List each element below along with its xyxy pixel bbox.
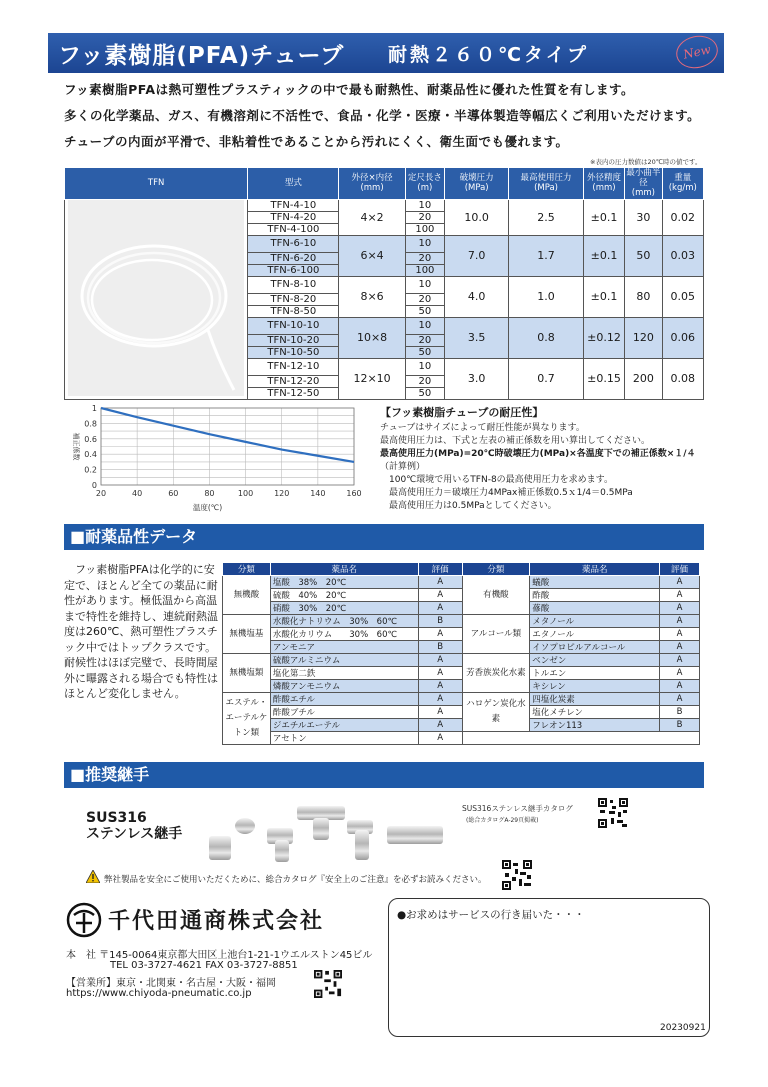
- catalog-title: SUS316ステンレス継手カタログ: [462, 804, 573, 813]
- spec-burst-pressure: 4.0: [445, 276, 509, 317]
- chem-rating: B: [418, 615, 462, 628]
- intro-line-3: チューブの内面が平滑で、非粘着性であることから汚れにくく、衛生面でも優れます。: [64, 134, 569, 149]
- date-code: 20230921: [660, 1023, 706, 1033]
- tube-coil-image: [68, 200, 244, 396]
- spec-tolerance: ±0.1: [583, 235, 624, 276]
- chart-series-line: [101, 408, 354, 462]
- spec-row: [65, 199, 704, 211]
- spec-header: 外径精度 (mm): [583, 168, 624, 200]
- chem-name: イソプロピルアルコール: [530, 641, 660, 654]
- spec-tolerance: ±0.1: [583, 199, 624, 235]
- chem-rating: A: [418, 628, 462, 641]
- chem-rating: A: [660, 589, 700, 602]
- company-offices: 【営業所】東京・北関東・名古屋・大阪・福岡: [66, 978, 276, 989]
- company-logo-icon: [66, 902, 102, 938]
- chem-category: 有機酸: [462, 576, 530, 615]
- chem-name: アンモニア: [270, 641, 418, 654]
- spec-header: 定尺長さ (m): [405, 168, 444, 200]
- chart-x-tick-label: 160: [346, 489, 362, 498]
- spec-header: 外径×内径 (mm): [339, 168, 405, 200]
- spec-length: 20: [405, 375, 444, 387]
- chem-rating: A: [660, 615, 700, 628]
- spec-model: TFN-4-100: [248, 223, 339, 235]
- chart-x-tick-label: 120: [274, 489, 290, 498]
- correction-factor-chart: [64, 400, 364, 515]
- chem-name: アセトン: [270, 732, 418, 745]
- chart-x-tick-label: 80: [204, 489, 215, 498]
- company-name: 千代田通商株式会社: [108, 909, 325, 934]
- title-bar: [48, 33, 724, 73]
- spec-length: 10: [405, 358, 444, 375]
- resistance-formula: 最高使用圧力(MPa)=20℃時破壊圧力(MPa)×各温度下での補正係数×１/４: [380, 449, 696, 459]
- chemical-row: [223, 576, 700, 589]
- chem-header: 薬品名: [530, 563, 660, 576]
- spec-bend-radius: 120: [625, 317, 662, 358]
- catalog-note: (総合カタログA-29頁掲載): [466, 817, 539, 824]
- spec-model: TFN-12-50: [248, 387, 339, 399]
- spec-length: 20: [405, 211, 444, 223]
- spec-header: 重量 (kg/m): [662, 168, 703, 200]
- spec-model: TFN-6-10: [248, 235, 339, 252]
- resistance-line: 最高使用圧力＝破壊圧力4MPax補正係数0.5ｘ1/4＝0.5MPa: [380, 488, 633, 498]
- spec-length: 10: [405, 199, 444, 211]
- spec-length: 20: [405, 293, 444, 305]
- chem-name: 燐酸アンモニウム: [270, 680, 418, 693]
- spec-model: TFN-10-50: [248, 346, 339, 358]
- spec-size: 8×6: [339, 276, 405, 317]
- page-subtitle: 耐熱２６０℃タイプ: [388, 44, 590, 66]
- chem-name: 蟻酸: [530, 576, 660, 589]
- chem-rating: B: [660, 719, 700, 732]
- spec-model: TFN-8-20: [248, 293, 339, 305]
- chart-y-tick-label: 0.4: [84, 450, 97, 460]
- chem-rating: A: [418, 576, 462, 589]
- chart-x-tick-label: 60: [168, 489, 179, 498]
- spec-tolerance: ±0.1: [583, 276, 624, 317]
- fittings-section-header: ■推奨継手: [64, 762, 704, 788]
- chem-name: フレオン113: [530, 719, 660, 732]
- chem-rating: A: [660, 576, 700, 589]
- spec-weight: 0.02: [662, 199, 703, 235]
- spec-model: TFN-12-20: [248, 375, 339, 387]
- chem-header: 評価: [418, 563, 462, 576]
- resistance-line: （計算例）: [380, 462, 426, 472]
- chart-x-tick-label: 20: [95, 489, 107, 498]
- chemical-row: [223, 641, 700, 654]
- chemical-row: [223, 615, 700, 628]
- company-qr-icon[interactable]: [314, 970, 342, 998]
- chem-name: 水酸化カリウム 30% 60℃: [270, 628, 418, 641]
- chem-name: 酢酸: [530, 589, 660, 602]
- chemical-row: [223, 628, 700, 641]
- chem-name: 硫酸アルミニウム: [270, 654, 418, 667]
- chem-rating: B: [418, 641, 462, 654]
- spec-burst-pressure: 3.5: [445, 317, 509, 358]
- spec-header: TFN: [65, 168, 248, 200]
- chem-name: メタノール: [530, 615, 660, 628]
- safety-qr-icon[interactable]: [502, 860, 532, 890]
- chart-y-tick-label: 0.8: [84, 419, 97, 429]
- spec-header: 破壊圧力 (MPa): [445, 168, 509, 200]
- chem-name: ジエチルエーテル: [270, 719, 418, 732]
- resistance-line: 最高使用圧力は0.5MPaとしてください。: [380, 501, 557, 511]
- chemical-row: [223, 654, 700, 667]
- chem-category: 無機塩基: [223, 615, 271, 654]
- chem-name: トルエン: [530, 667, 660, 680]
- chem-name: 塩化第二鉄: [270, 667, 418, 680]
- chem-category: 無機塩類: [223, 654, 271, 693]
- safety-warning: 弊社製品を安全にご使用いただくために、総合カタログ『安全上のご注意』を必ずお読みください。: [104, 875, 487, 885]
- chem-name: エタノール: [530, 628, 660, 641]
- chart-x-tick-label: 100: [237, 489, 254, 498]
- spec-tolerance: ±0.12: [583, 317, 624, 358]
- spec-length: 20: [405, 334, 444, 346]
- spec-model: TFN-8-50: [248, 305, 339, 317]
- spec-model: TFN-8-10: [248, 276, 339, 293]
- spec-burst-pressure: 3.0: [445, 358, 509, 399]
- resistance-line: 100℃環境で用いるTFN-8の最高使用圧力を求めます。: [380, 475, 613, 485]
- chem-rating: A: [660, 628, 700, 641]
- fittings-product-line1: SUS316: [86, 810, 147, 826]
- page-title: フッ素樹脂(PFA)チューブ: [58, 43, 345, 69]
- resistance-title: 【フッ素樹脂チューブの耐圧性】: [380, 406, 544, 419]
- chem-header: 評価: [660, 563, 700, 576]
- spec-length: 100: [405, 223, 444, 235]
- intro-line-1: フッ素樹脂PFAは熱可塑性プラスティックの中で最も耐熱性、耐薬品性に優れた性質を有します。: [64, 82, 634, 97]
- fittings-product-line2: ステンレス継手: [86, 826, 183, 842]
- spec-length: 20: [405, 252, 444, 264]
- chem-category: 芳香族炭化水素: [462, 654, 530, 693]
- catalog-qr-icon[interactable]: [598, 798, 628, 828]
- chem-empty-cell: [462, 732, 699, 745]
- chem-rating: A: [660, 693, 700, 706]
- chart-y-tick-label: 1: [91, 404, 97, 413]
- spec-size: 4×2: [339, 199, 405, 235]
- chart-y-axis-label: 補正係数: [72, 432, 80, 461]
- tube-photo: [65, 199, 248, 399]
- chemical-row: [223, 719, 700, 732]
- chem-rating: B: [660, 706, 700, 719]
- request-box: [388, 898, 710, 1037]
- spec-length: 10: [405, 276, 444, 293]
- chem-header: 分類: [223, 563, 271, 576]
- chart-x-axis-label: 温度(℃): [192, 503, 223, 512]
- chem-rating: A: [418, 654, 462, 667]
- chem-rating: A: [418, 732, 462, 745]
- warning-icon: [86, 870, 100, 883]
- fittings-image: [205, 800, 450, 870]
- chem-name: 硝酸 30% 20℃: [270, 602, 418, 615]
- spec-weight: 0.06: [662, 317, 703, 358]
- request-text: ●お求めはサービスの行き届いた・・・: [397, 909, 585, 921]
- spec-size: 10×8: [339, 317, 405, 358]
- spec-size: 6×4: [339, 235, 405, 276]
- spec-model: TFN-4-10: [248, 199, 339, 211]
- spec-length: 50: [405, 387, 444, 399]
- chemical-row: [223, 693, 700, 706]
- chem-rating: A: [418, 602, 462, 615]
- chem-category: 無機酸: [223, 576, 271, 615]
- spec-max-pressure: 2.5: [509, 199, 584, 235]
- chem-name: 四塩化炭素: [530, 693, 660, 706]
- chemical-row: [223, 706, 700, 719]
- spec-header: 型式: [248, 168, 339, 200]
- spec-length: 100: [405, 264, 444, 276]
- chem-rating: A: [418, 680, 462, 693]
- spec-bend-radius: 80: [625, 276, 662, 317]
- spec-table: [64, 167, 704, 400]
- resistance-line: 最高使用圧力は、下式と左表の補正係数を用い算出してください。: [380, 436, 651, 446]
- chemical-description: フッ素樹脂PFAは化学的に安定で、ほとんど全ての薬品に耐性があります。極低温から高温まで特性を維持し、連続耐熱温度は260℃、熱可塑性プラスチック中ではトップクラスです。 耐候性はほぼ完璧で、長時間屋外に曝露される場合でも特性はほとんど変化しません。: [64, 563, 222, 700]
- chem-name: 蓚酸: [530, 602, 660, 615]
- chemical-row: [223, 589, 700, 602]
- chart-x-tick-label: 140: [310, 489, 326, 498]
- chem-rating: A: [418, 693, 462, 706]
- company-address: 本 社 〒145-0064東京都大田区上池台1-21-1ウエルストン45ビル: [66, 950, 373, 961]
- spec-burst-pressure: 10.0: [445, 199, 509, 235]
- chem-name: キシレン: [530, 680, 660, 693]
- chem-rating: A: [418, 589, 462, 602]
- chemical-header-row: [223, 563, 700, 576]
- spec-max-pressure: 1.7: [509, 235, 584, 276]
- chem-rating: A: [660, 667, 700, 680]
- spec-weight: 0.03: [662, 235, 703, 276]
- chemical-table: [222, 562, 700, 745]
- chem-rating: A: [418, 719, 462, 732]
- spec-model: TFN-12-10: [248, 358, 339, 375]
- spec-bend-radius: 30: [625, 199, 662, 235]
- chemical-row: [223, 680, 700, 693]
- company-tel: TEL 03-3727-4621 FAX 03-3727-8851: [110, 960, 298, 971]
- spec-length: 10: [405, 235, 444, 252]
- spec-header: 最高使用圧力 (MPa): [509, 168, 584, 200]
- spec-size: 12×10: [339, 358, 405, 399]
- spec-model: TFN-10-20: [248, 334, 339, 346]
- spec-bend-radius: 200: [625, 358, 662, 399]
- spec-model: TFN-6-20: [248, 252, 339, 264]
- spec-length: 50: [405, 346, 444, 358]
- spec-weight: 0.05: [662, 276, 703, 317]
- intro-line-2: 多くの化学薬品、ガス、有機溶剤に不活性で、食品・化学・医療・半導体製造等幅広くご利用いただけます。: [64, 108, 701, 123]
- chem-category: エステル・エーテルケトン類: [223, 693, 271, 745]
- spec-burst-pressure: 7.0: [445, 235, 509, 276]
- spec-max-pressure: 1.0: [509, 276, 584, 317]
- spec-max-pressure: 0.8: [509, 317, 584, 358]
- fittings-product-title: [86, 810, 182, 842]
- pressure-note: ※表内の圧力数値は20℃時の値です。: [590, 158, 702, 166]
- chart-y-tick-label: 0.2: [84, 465, 97, 475]
- chemical-row: [223, 602, 700, 615]
- chart-x-tick-label: 40: [132, 489, 143, 498]
- chart-y-tick-label: 0: [91, 481, 97, 490]
- spec-tolerance: ±0.15: [583, 358, 624, 399]
- chem-name: 酢酸ブチル: [270, 706, 418, 719]
- chem-name: 酢酸エチル: [270, 693, 418, 706]
- chem-rating: A: [660, 602, 700, 615]
- spec-header: 最小曲半径 (mm): [626, 168, 661, 199]
- spec-length: 10: [405, 317, 444, 334]
- chem-name: 硫酸 40% 20℃: [270, 589, 418, 602]
- chart-y-tick-label: 0.6: [84, 434, 97, 444]
- chem-rating: A: [418, 706, 462, 719]
- chem-rating: A: [660, 680, 700, 693]
- spec-weight: 0.08: [662, 358, 703, 399]
- spec-bend-radius: 50: [625, 235, 662, 276]
- spec-model: TFN-6-100: [248, 264, 339, 276]
- chem-category: アルコール類: [462, 615, 530, 654]
- new-badge: New: [673, 32, 721, 72]
- chem-rating: A: [418, 667, 462, 680]
- chemical-section-header: ■耐薬品性データ: [64, 524, 704, 550]
- chemical-row: [223, 667, 700, 680]
- chem-name: ベンゼン: [530, 654, 660, 667]
- chem-rating: A: [660, 654, 700, 667]
- chem-header: 薬品名: [270, 563, 418, 576]
- chem-name: 塩化メチレン: [530, 706, 660, 719]
- chemical-row: [223, 732, 700, 745]
- company-url[interactable]: https://www.chiyoda-pneumatic.co.jp: [66, 988, 252, 999]
- chem-category: ハロゲン炭化水素: [462, 693, 530, 732]
- spec-model: TFN-10-10: [248, 317, 339, 334]
- resistance-line: チューブはサイズによって耐圧性能が異なります。: [380, 423, 585, 433]
- spec-model: TFN-4-20: [248, 211, 339, 223]
- spec-max-pressure: 0.7: [509, 358, 584, 399]
- chem-name: 塩酸 38% 20℃: [270, 576, 418, 589]
- chem-rating: A: [660, 641, 700, 654]
- chem-name: 水酸化ナトリウム 30% 60℃: [270, 615, 418, 628]
- spec-length: 50: [405, 305, 444, 317]
- spec-header-row: [65, 168, 704, 200]
- chem-header: 分類: [462, 563, 530, 576]
